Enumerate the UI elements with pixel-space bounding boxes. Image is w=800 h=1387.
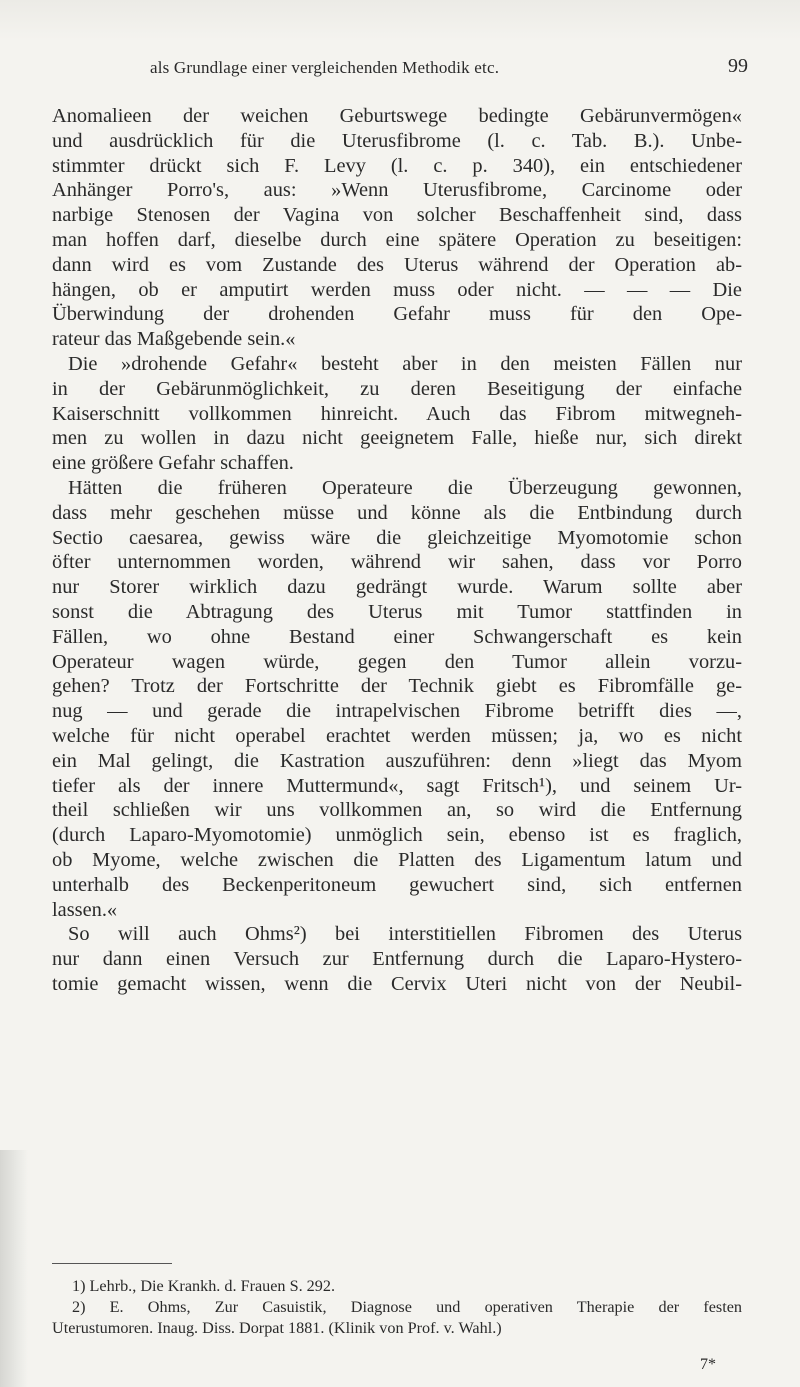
- text-line: Operateur wagen würde, gegen den Tumor allein vorzu-: [52, 650, 742, 673]
- text-line: tiefer als der innere Muttermund«, sagt Fritsch¹), und seinem Ur-: [52, 774, 742, 797]
- text-line: stimmter drückt sich F. Levy (l. c. p. 340), ein entschiedener: [52, 154, 742, 177]
- text-line: dass mehr geschehen müsse und könne als die Entbindung durch: [52, 501, 742, 524]
- text-line: nur Storer wirklich dazu gedrängt wurde. Warum sollte aber: [52, 576, 742, 599]
- text-line: unterhalb des Beckenperitoneum gewuchert sind, sich entfernen: [52, 873, 742, 896]
- text-line: So will auch Ohms²) bei interstitiellen Fibromen des Uterus: [68, 923, 742, 946]
- footnotes: [52, 1276, 742, 1339]
- text-line: nug — und gerade die intrapelvischen Fibrome betrifft dies —,: [52, 700, 742, 723]
- text-line: sonst die Abtragung des Uterus mit Tumor stattfinden in: [52, 600, 742, 623]
- text-line: öfter unternommen worden, während wir sahen, dass vor Porro: [52, 551, 742, 574]
- text-line: gehen? Trotz der Fortschritte der Technik giebt es Fibromfälle ge-: [52, 675, 742, 698]
- text-line: hängen, ob er amputirt werden muss oder nicht. — — — Die: [52, 278, 742, 301]
- body-text: [52, 104, 742, 997]
- footnote-divider: [52, 1263, 172, 1264]
- text-line: Kaiserschnitt vollkommen hinreicht. Auch das Fibrom mitwegneh-: [52, 402, 742, 425]
- text-line: lassen.«: [52, 898, 118, 921]
- text-line: ein Mal gelingt, die Kastration auszuführen: denn »liegt das Myom: [52, 749, 742, 772]
- text-line: rateur das Maßgebende sein.«: [52, 328, 296, 351]
- text-line: theil schließen wir uns vollkommen an, so wird die Entfernung: [52, 799, 742, 822]
- text-line: dann wird es vom Zustande des Uterus während der Operation ab-: [52, 253, 742, 276]
- text-line: in der Gebärunmöglichkeit, zu deren Beseitigung der einfache: [52, 377, 742, 400]
- scan-shadow-left: [0, 1150, 28, 1387]
- text-line: und ausdrücklich für die Uterusfibrome (l. c. Tab. B.). Unbe-: [52, 129, 742, 152]
- text-line: Sectio caesarea, gewiss wäre die gleichzeitige Myomotomie schon: [52, 526, 742, 549]
- text-line: ob Myome, welche zwischen die Platten des Ligamentum latum und: [52, 848, 742, 871]
- text-line: man hoffen darf, dieselbe durch eine spätere Operation zu beseitigen:: [52, 228, 742, 251]
- text-line: welche für nicht operabel erachtet werden müssen; ja, wo es nicht: [52, 724, 742, 747]
- text-line: Die »drohende Gefahr« besteht aber in den meisten Fällen nur: [68, 352, 742, 375]
- text-line: eine größere Gefahr schaffen.: [52, 452, 294, 475]
- text-line: Anomalieen der weichen Geburtswege bedingte Gebärunvermögen«: [52, 105, 742, 127]
- running-head: als Grundlage einer vergleichenden Methodik etc.: [150, 58, 500, 77]
- page-number: 99: [728, 55, 748, 77]
- text-line: tomie gemacht wissen, wenn die Cervix Uteri nicht von der Neubil-: [52, 972, 742, 995]
- text-line: nur dann einen Versuch zur Entfernung durch die Laparo-Hystero-: [52, 948, 742, 971]
- text-line: (durch Laparo-Myomotomie) unmöglich sein, ebenso ist es fraglich,: [52, 824, 742, 847]
- text-line: men zu wollen in dazu nicht geeignetem Falle, hieße nur, sich direkt: [52, 427, 742, 450]
- footnote-1: 1) Lehrb., Die Krankh. d. Frauen S. 292.: [72, 1277, 335, 1295]
- scan-shadow-top: [0, 0, 800, 40]
- footnote-2-continued: Uterustumoren. Inaug. Diss. Dorpat 1881. (Klinik von Prof. v. Wahl.): [52, 1319, 502, 1337]
- signature-mark: 7*: [700, 1356, 716, 1373]
- text-line: Fällen, wo ohne Bestand einer Schwangerschaft es kein: [52, 625, 742, 648]
- footnote-2: 2) E. Ohms, Zur Casuistik, Diagnose und operativen Therapie der festen: [72, 1298, 742, 1316]
- text-line: Überwindung der drohenden Gefahr muss für den Ope-: [52, 303, 742, 326]
- text-line: narbige Stenosen der Vagina von solcher Beschaffenheit sind, dass: [52, 204, 742, 227]
- text-line: Anhänger Porro's, aus: »Wenn Uterusfibrome, Carcinome oder: [52, 179, 742, 202]
- text-line: Hätten die früheren Operateure die Überzeugung gewonnen,: [68, 476, 742, 499]
